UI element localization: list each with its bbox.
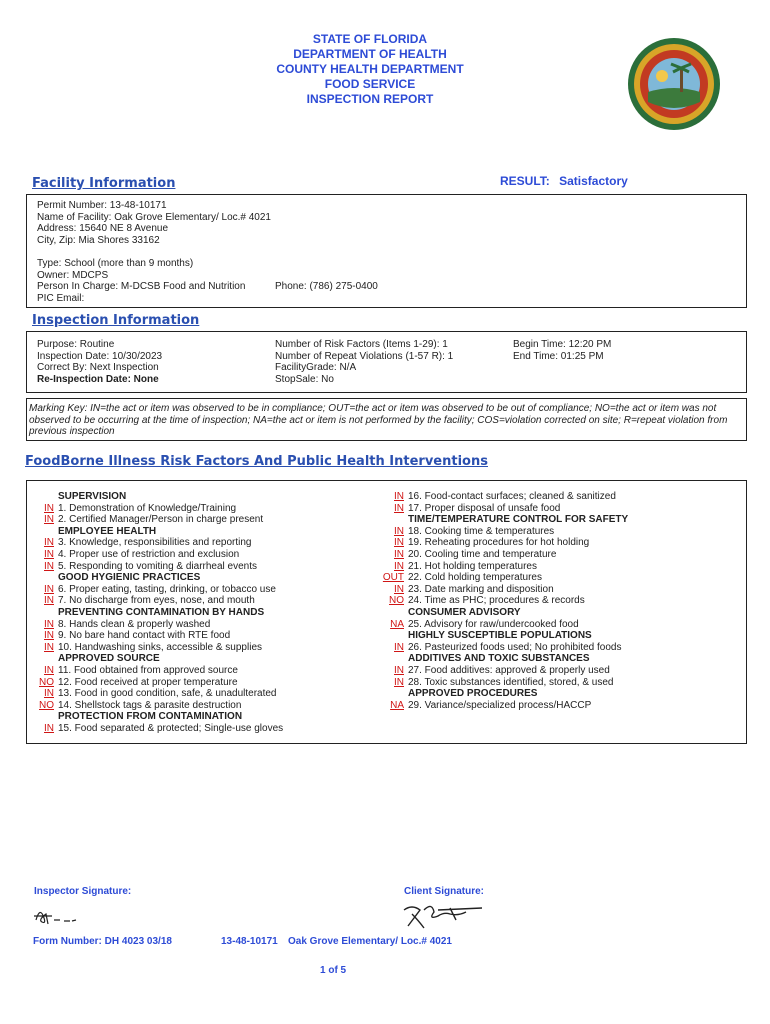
risk-item [30,549,380,561]
risk-item [369,700,739,712]
inspector-signature-image [30,902,90,930]
end-time: End Time: 01:25 PM [513,350,604,362]
risk-item-status: IN [394,641,404,653]
stop-sale: StopSale: No [275,374,334,386]
risk-item-status: IN [394,583,404,595]
risk-item-text: 4. Proper use of restriction and exclusion [58,548,240,560]
risk-item-status: IN [394,502,404,514]
risk-item [369,549,739,561]
risk-item-status: IN [394,560,404,572]
risk-item-status: IN [44,595,54,607]
risk-item-text: 22. Cold holding temperatures [408,572,542,584]
state-seal-icon [626,36,722,132]
risk-item-text: 27. Food additives: approved & properly used [408,664,610,676]
risk-section-heading-text: APPROVED SOURCE [58,653,160,665]
risk-item-text: 1. Demonstration of Knowledge/Training [58,502,237,514]
header-line-county: COUNTY HEALTH DEPARTMENT [276,62,464,76]
risk-item-text: 19. Reheating procedures for hot holding [408,537,590,549]
risk-section-heading [369,607,739,619]
seal-sun [656,70,668,82]
risk-section-heading [369,630,739,642]
risk-section-heading-text: APPROVED PROCEDURES [408,688,538,700]
facility-information-title: Facility Information [32,176,176,191]
risk-section-heading-text: PREVENTING CONTAMINATION BY HANDS [58,606,265,618]
risk-item [369,561,739,573]
risk-item [30,503,380,515]
facility-address: Address: 15640 NE 8 Avenue [37,223,169,235]
risk-item-text: 6. Proper eating, tasting, drinking, or tobacco use [58,583,276,595]
risk-item-status: NO [39,676,54,688]
page-number: 1 of 5 [320,965,347,976]
risk-item [369,584,739,596]
facility-owner: Owner: MDCPS [37,269,109,281]
pic-email: PIC Email: [37,293,85,305]
facility-name: Name of Facility: Oak Grove Elementary/ Loc.# 4021 [37,211,271,223]
risk-item-text: 7. No discharge from eyes, nose, and mouth [58,595,255,607]
risk-item-text: 23. Date marking and disposition [408,583,554,595]
risk-section-heading-text: SUPERVISION [58,491,127,502]
risk-item-status: IN [44,722,54,734]
header-line-food-service: FOOD SERVICE [324,77,416,91]
inspection-details-left [37,339,162,386]
risk-item-status: IN [44,548,54,560]
risk-factor-count: Number of Risk Factors (Items 1-29): 1 [275,339,448,350]
risk-section-heading-text: PROTECTION FROM CONTAMINATION [58,711,243,723]
risk-item-text: 26. Pasteurized foods used; No prohibited foods [408,641,622,653]
risk-item-status: IN [44,583,54,595]
form-number: Form Number: DH 4023 03/18 [33,936,172,947]
risk-item-text: 24. Time as PHC; procedures & records [408,595,585,607]
risk-section-heading-text: ADDITIVES AND TOXIC SUBSTANCES [408,653,590,665]
risk-item [369,677,739,689]
risk-item-text: 20. Cooling time and temperature [408,548,557,560]
risk-item-status: IN [44,618,54,630]
begin-time: Begin Time: 12:20 PM [513,339,612,350]
risk-section-heading [30,653,380,665]
risk-item-text: 3. Knowledge, responsibilities and reporting [58,537,252,549]
risk-item-status: IN [44,502,54,514]
risk-item [30,630,380,642]
risk-item [30,677,380,689]
risk-item [369,537,739,549]
footer-facility: Oak Grove Elementary/ Loc.# 4021 [288,936,452,947]
risk-item-status: IN [44,688,54,700]
result-value: Satisfactory [559,174,628,188]
client-signature-label: Client Signature: [404,886,485,897]
reinspection-date: Re-Inspection Date: None [37,374,159,386]
risk-item [369,642,739,654]
risk-item-status: IN [44,641,54,653]
inspection-details-middle [275,339,453,386]
risk-section-heading-text: GOOD HYGIENIC PRACTICES [58,572,201,584]
risk-item [369,526,739,538]
risk-item-status: IN [44,514,54,526]
risk-item [369,491,739,503]
risk-item [30,619,380,631]
risk-section-heading [30,491,380,503]
inspection-date: Inspection Date: 10/30/2023 [37,350,163,362]
facility-city-zip: City, Zip: Mia Shores 33162 [37,235,160,247]
risk-section-heading [369,653,739,665]
risk-item-text: 15. Food separated & protected; Single-use gloves [58,722,284,734]
risk-item-status: NO [389,595,404,607]
risk-item-text: 14. Shellstock tags & parasite destruction [58,699,242,711]
risk-item [30,700,380,712]
person-in-charge: Person In Charge: M-DCSB Food and Nutrition [37,281,246,293]
header-line-department: DEPARTMENT OF HEALTH [293,47,447,61]
risk-item-status: NA [390,699,404,711]
risk-item-text: 18. Cooking time & temperatures [408,525,555,537]
risk-item [30,561,380,573]
risk-item-text: 17. Proper disposal of unsafe food [408,502,561,514]
facility-grade: FacilityGrade: N/A [275,362,357,374]
risk-item-status: IN [44,560,54,572]
risk-item-status: IN [44,537,54,549]
risk-factors-right-column [369,491,739,711]
seal-palm-trunk [680,68,683,92]
risk-item-text: 10. Handwashing sinks, accessible & supplies [58,641,262,653]
report-header [220,32,520,107]
risk-section-heading-text: CONSUMER ADVISORY [408,606,521,618]
facility-details [37,200,271,247]
risk-item-text: 9. No bare hand contact with RTE food [58,630,231,642]
risk-section-heading [30,526,380,538]
risk-item-text: 29. Variance/specialized process/HACCP [408,699,592,711]
risk-item [30,514,380,526]
risk-item-text: 8. Hands clean & properly washed [58,618,211,630]
risk-section-heading-text: TIME/TEMPERATURE CONTROL FOR SAFETY [408,514,629,526]
risk-item-status: OUT [382,572,404,584]
foodborne-title: FoodBorne Illness Risk Factors And Public Health Interventions [25,454,488,469]
risk-item [30,723,380,735]
risk-item [369,665,739,677]
facility-owner-details [37,258,245,305]
risk-item-text: 21. Hot holding temperatures [408,560,537,572]
risk-item [30,595,380,607]
facility-type: Type: School (more than 9 months) [37,258,194,269]
risk-section-heading [369,688,739,700]
risk-item [369,595,739,607]
risk-item-text: 2. Certified Manager/Person in charge present [58,514,264,526]
risk-item-status: IN [394,676,404,688]
risk-section-heading-text: HIGHLY SUSCEPTIBLE POPULATIONS [408,630,592,642]
risk-factors-left-column [30,491,380,734]
risk-item-text: 12. Food received at proper temperature [58,676,238,688]
risk-item-status: IN [394,525,404,537]
inspector-signature-label: Inspector Signature: [34,886,132,897]
inspection-information-title: Inspection Information [32,313,200,328]
risk-item [30,665,380,677]
risk-section-heading [30,572,380,584]
footer-permit: 13-48-10171 [221,936,278,947]
header-line-report: INSPECTION REPORT [306,92,434,106]
risk-item [369,619,739,631]
risk-item-status: IN [394,491,404,502]
risk-item [30,642,380,654]
permit-number: Permit Number: 13-48-10171 [37,200,167,211]
risk-item-text: 16. Food-contact surfaces; cleaned & sanitized [408,491,616,502]
marking-key: Marking Key: IN=the act or item was observed to be in compliance; OUT=the act or item was observed to be out of compliance; NO=the act or item was not observed to be occurring at the time of inspection; NA=the act or item is not performed by the facility; COS=violation corrected on site; R=repeat violation from previous inspection [29,403,728,438]
risk-item-text: 28. Toxic substances identified, stored, & used [408,676,614,688]
risk-item-status: NA [390,618,404,630]
risk-item-text: 11. Food obtained from approved source [58,664,238,676]
risk-item [369,572,739,584]
seal-land [648,88,700,108]
risk-item [30,537,380,549]
risk-item-status: IN [394,548,404,560]
risk-item [30,584,380,596]
risk-item-status: IN [394,537,404,549]
risk-item-text: 25. Advisory for raw/undercooked food [408,618,579,630]
result-label: RESULT: [500,174,550,188]
risk-section-heading [369,514,739,526]
risk-item [30,688,380,700]
correct-by: Correct By: Next Inspection [37,362,159,374]
inspection-details-right [513,339,611,362]
risk-item-status: IN [44,630,54,642]
risk-item [369,503,739,515]
inspection-purpose: Purpose: Routine [37,339,115,350]
risk-section-heading-text: EMPLOYEE HEALTH [58,525,157,537]
risk-item-status: IN [394,664,404,676]
client-signature-image [398,898,488,932]
header-line-state: STATE OF FLORIDA [312,32,428,46]
risk-item-status: NO [39,699,54,711]
risk-item-text: 13. Food in good condition, safe, & unadulterated [58,688,277,700]
risk-item-text: 5. Responding to vomiting & diarrheal events [58,560,258,572]
facility-phone: Phone: (786) 275-0400 [275,281,378,292]
risk-section-heading [30,607,380,619]
result-display [500,174,628,188]
risk-section-heading [30,711,380,723]
repeat-violation-count: Number of Repeat Violations (1-57 R): 1 [275,350,454,362]
risk-item-status: IN [44,664,54,676]
